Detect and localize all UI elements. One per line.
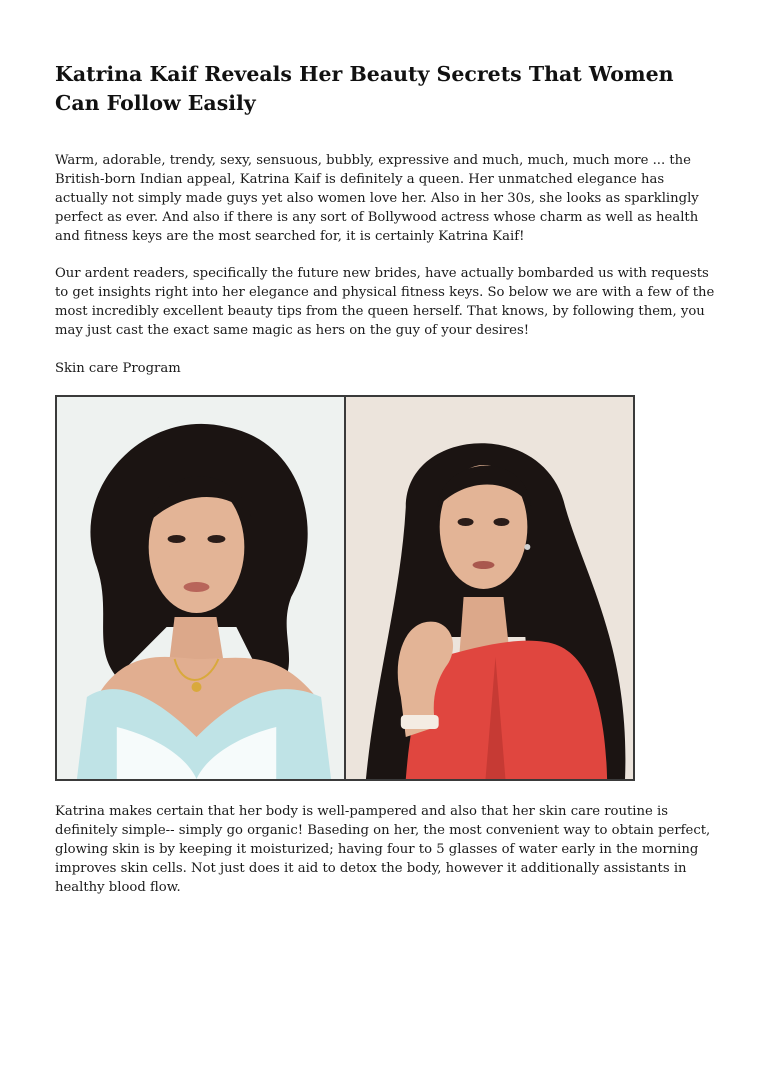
photo-collage — [55, 395, 635, 781]
section-subheading: Skin care Program — [55, 361, 181, 376]
article-title: Katrina Kaif Reveals Her Beauty Secrets That Women Can Follow Easily — [55, 62, 674, 115]
paragraph-intro: Warm, adorable, trendy, sexy, sensuous, bubbly, expressive and much, much, much more ... the British-born Indian appeal, Katrina Kaif is definitely a queen. Her unmatched elegance has actually not simply made guys yet also women love her. Also in her 30s, she looks as sparklingly perfect as ever. And also if there is any sort of Bollywood actress whose charm as well as health and fitness keys are the most searched for, it is certainly Katrina Kaif! — [55, 153, 699, 244]
paragraph-skincare: Katrina makes certain that her body is well-pampered and also that her skin care routine is definitely simple-- simply go organic! Baseding on her, the most convenient way to obtain perfect, glowing skin is by keeping it moisturized; having four to 5 glasses of water early in the morning improves skin cells. Not just does it aid to detox the body, however it additionally assistants in healthy blood flow. — [55, 804, 711, 895]
portrait-photo-left — [57, 397, 344, 779]
paragraph-readers: Our ardent readers, specifically the future new brides, have actually bombarded us with requests to get insights right into her elegance and physical fitness keys. So below we are with a few of the most incredibly excellent beauty tips from the queen herself. That knows, by following them, you may just cast the exact same magic as hers on the guy of your desires! — [55, 266, 715, 338]
portrait-photo-right — [346, 397, 633, 779]
